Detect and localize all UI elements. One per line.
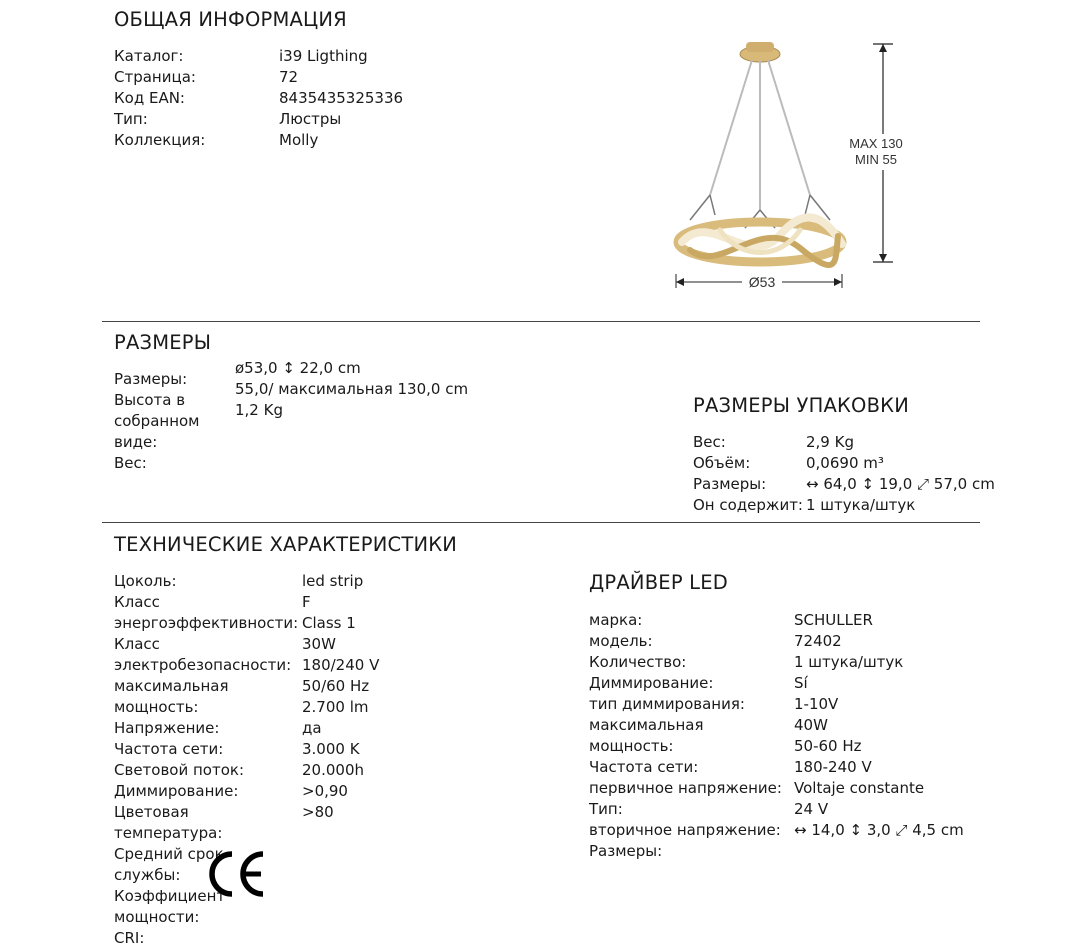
max-height-label: MAX 130	[849, 136, 903, 151]
tech-value: 50/60 Hz	[302, 677, 370, 695]
tech-label: Средний срок	[114, 845, 224, 863]
tech-label: Коэффициент	[114, 887, 226, 905]
driver-label: модель:	[589, 632, 653, 650]
driver-label: Размеры:	[589, 842, 663, 860]
general-label: Каталог:	[114, 47, 184, 65]
ce-mark-svg	[205, 848, 267, 900]
tech-value: 3.000 K	[302, 740, 360, 758]
general-labels	[114, 46, 205, 151]
ce-mark-icon	[205, 848, 267, 900]
driver-value: ↔ 14,0 ↕ 3,0 ⤢ 4,5 cm	[794, 821, 964, 839]
general-value: 72	[279, 68, 299, 86]
tech-label: максимальная	[114, 677, 229, 695]
tech-value: 20.000h	[302, 761, 364, 779]
dimensions-label: собранном	[114, 412, 200, 430]
driver-value: 40W	[794, 716, 828, 734]
dimensions-value: 55,0/ максимальная 130,0 cm	[235, 380, 469, 398]
tech-value: >0,90	[302, 782, 348, 800]
dimensions-values	[235, 358, 468, 421]
driver-section-title: ДРАЙВЕР LED	[589, 571, 728, 594]
package-value: ↔ 64,0 ↕ 19,0 ⤢ 57,0 cm	[806, 475, 995, 493]
general-value: 8435435325336	[279, 89, 404, 107]
tech-label: Диммирование:	[114, 782, 239, 800]
driver-label: Диммирование:	[589, 674, 714, 692]
driver-label: марка:	[589, 611, 643, 629]
driver-value: 24 V	[794, 800, 829, 818]
general-value: i39 Ligthing	[279, 47, 368, 65]
package-value: 2,9 Kg	[806, 433, 854, 451]
driver-value: Voltaje constante	[794, 779, 925, 797]
driver-label: вторичное напряжение:	[589, 821, 781, 839]
tech-label: Класс	[114, 593, 160, 611]
min-height-label: MIN 55	[855, 152, 897, 167]
section-divider	[102, 321, 980, 322]
tech-label: энергоэффективности:	[114, 614, 299, 632]
driver-label: тип диммирования:	[589, 695, 745, 713]
general-label: Код EAN:	[114, 89, 185, 107]
tech-values	[302, 571, 379, 823]
tech-value: led strip	[302, 572, 364, 590]
tech-label: CRI:	[114, 929, 145, 947]
package-labels	[693, 432, 803, 516]
tech-label: Напряжение:	[114, 719, 220, 737]
tech-value: 180/240 V	[302, 656, 380, 674]
tech-value: >80	[302, 803, 334, 821]
driver-label: Частота сети:	[589, 758, 699, 776]
tech-value: F	[302, 593, 311, 611]
tech-label: электробезопасности:	[114, 656, 292, 674]
driver-value: 72402	[794, 632, 842, 650]
package-label: Объём:	[693, 454, 751, 472]
dimensions-section-title: РАЗМЕРЫ	[114, 331, 212, 354]
dimensions-label: Высота в	[114, 391, 186, 409]
package-section-title: РАЗМЕРЫ УПАКОВКИ	[693, 394, 909, 417]
tech-label: мощности:	[114, 908, 200, 926]
general-section-title: ОБЩАЯ ИНФОРМАЦИЯ	[114, 8, 347, 31]
package-values	[806, 432, 995, 516]
tech-section-title: ТЕХНИЧЕСКИЕ ХАРАКТЕРИСТИКИ	[114, 533, 458, 556]
package-value: 1 штука/штук	[806, 496, 916, 514]
driver-value: 1-10V	[794, 695, 839, 713]
driver-value: Sí	[794, 674, 808, 692]
driver-label: первичное напряжение:	[589, 779, 782, 797]
driver-values	[794, 610, 964, 841]
general-value: Molly	[279, 131, 319, 149]
product-dimension-drawing	[660, 30, 920, 300]
dimensions-labels	[114, 369, 200, 474]
driver-label: мощность:	[589, 737, 674, 755]
driver-label: максимальная	[589, 716, 704, 734]
tech-label: Цоколь:	[114, 572, 177, 590]
driver-value: 50-60 Hz	[794, 737, 862, 755]
general-label: Страница:	[114, 68, 196, 86]
driver-value: 180-240 V	[794, 758, 872, 776]
tech-value: 30W	[302, 635, 336, 653]
tech-label: Класс	[114, 635, 160, 653]
tech-label: Частота сети:	[114, 740, 224, 758]
chandelier-drawing	[660, 30, 920, 300]
package-label: Вес:	[693, 433, 726, 451]
dimensions-value: 1,2 Kg	[235, 401, 283, 419]
tech-label: мощность:	[114, 698, 199, 716]
package-label: Он содержит:	[693, 496, 803, 514]
tech-label: Цветовая	[114, 803, 189, 821]
section-divider	[102, 522, 980, 523]
package-label: Размеры:	[693, 475, 767, 493]
general-value: Люстры	[279, 110, 342, 128]
general-label: Тип:	[114, 110, 148, 128]
tech-label: температура:	[114, 824, 223, 842]
general-label: Коллекция:	[114, 131, 206, 149]
tech-value: Class 1	[302, 614, 356, 632]
driver-labels	[589, 610, 782, 862]
driver-label: Тип:	[589, 800, 623, 818]
driver-value: SCHULLER	[794, 611, 873, 629]
general-values	[279, 46, 403, 151]
tech-label: Световой поток:	[114, 761, 245, 779]
tech-value: 2.700 lm	[302, 698, 369, 716]
dimensions-label: Вес:	[114, 454, 147, 472]
driver-label: Количество:	[589, 653, 687, 671]
diameter-label: Ø53	[748, 274, 776, 290]
dimensions-label: Размеры:	[114, 370, 188, 388]
dimensions-value: ø53,0 ↕ 22,0 cm	[235, 359, 361, 377]
package-value: 0,0690 m³	[806, 454, 884, 472]
driver-value: 1 штука/штук	[794, 653, 904, 671]
tech-value: да	[302, 719, 322, 737]
dimensions-label: виде:	[114, 433, 158, 451]
tech-label: службы:	[114, 866, 181, 884]
